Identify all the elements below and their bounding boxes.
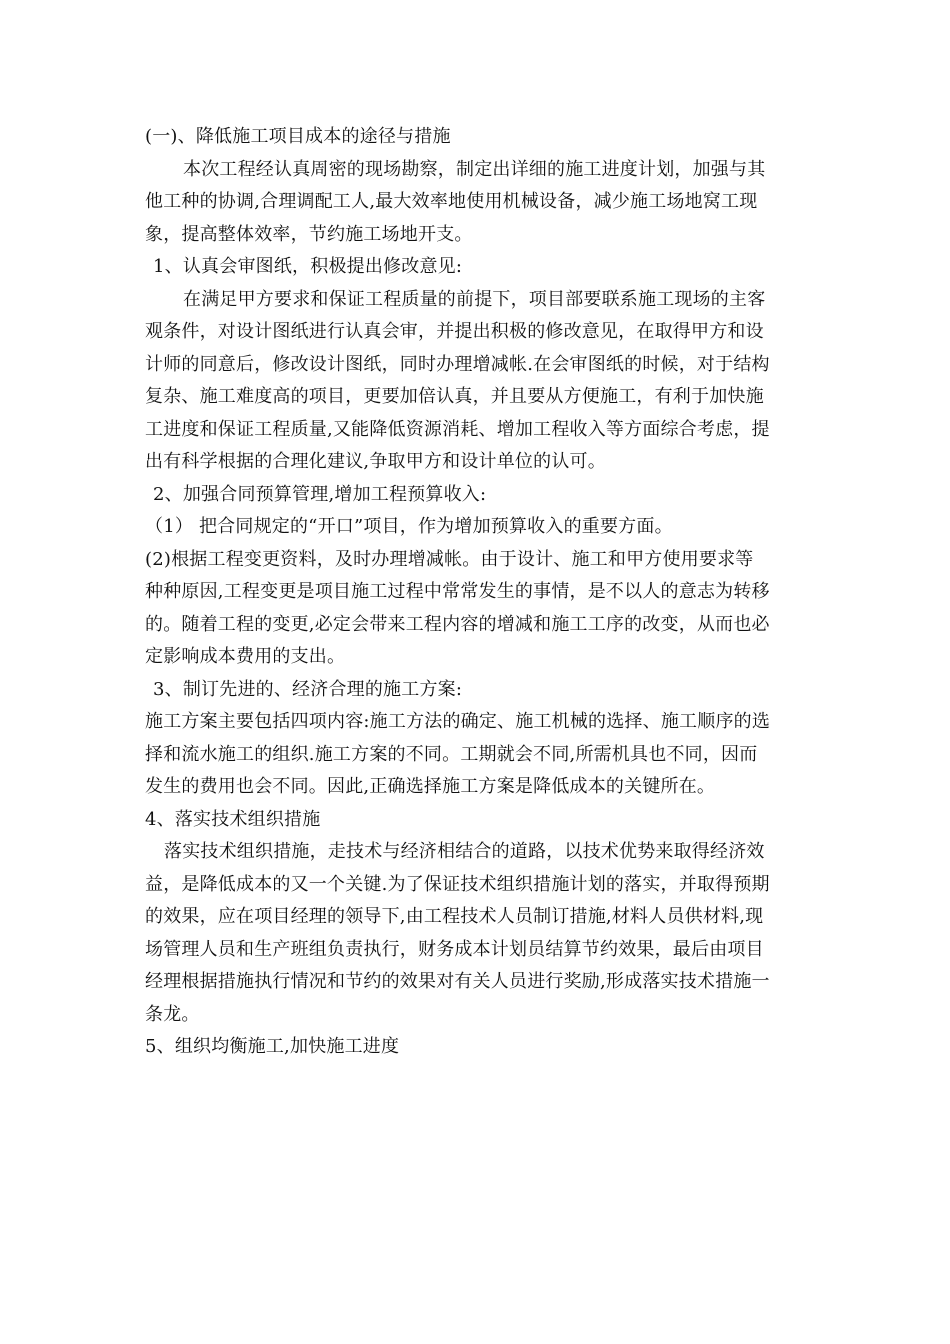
paragraph-line: 出有科学根据的合理化建议,争取甲方和设计单位的认可。: [145, 451, 606, 472]
subheading: 5、组织均衡施工,加快施工进度: [145, 1036, 400, 1057]
paragraph-line: 观条件，对设计图纸进行认真会审，并提出积极的修改意见，在取得甲方和设: [145, 321, 764, 342]
paragraph-line: 施工方案主要包括四项内容:施工方法的确定、施工机械的选择、施工顺序的选: [145, 711, 771, 732]
subheading: 2、加强合同预算管理,增加工程预算收入:: [153, 483, 487, 505]
paragraph-line: 落实技术组织措施，走技术与经济相结合的道路，以技术优势来取得经济效: [164, 841, 765, 862]
paragraph-line: （1） 把合同规定的“开口”项目，作为增加预算收入的重要方面。: [145, 516, 673, 537]
paragraph-line: 工进度和保证工程质量,又能降低资源消耗、增加工程收入等方面综合考虑，提: [145, 418, 770, 440]
paragraph-line: 的效果，应在项目经理的领导下,由工程技术人员制订措施,材料人员供材料,现: [145, 906, 764, 927]
paragraph-line: 他工种的协调,合理调配工人,最大效率地使用机械设备，减少施工场地窝工现: [145, 191, 758, 212]
paragraph-line: 定影响成本费用的支出。: [145, 646, 346, 667]
paragraph-line: 在满足甲方要求和保证工程质量的前提下，项目部要联系施工现场的主客: [183, 288, 766, 310]
subheading: 3、制订先进的、经济合理的施工方案:: [153, 678, 463, 700]
paragraph-line: 的。随着工程的变更,必定会带来工程内容的增减和施工工序的改变，从而也必: [145, 613, 770, 635]
paragraph-line: 象，提高整体效率，节约施工场地开支。: [145, 223, 473, 245]
paragraph-line: 经理根据措施执行情况和节约的效果对有关人员进行奖励,形成落实技术措施一: [145, 971, 770, 992]
document-page: [145, 121, 810, 1064]
paragraph-line: 益，是降低成本的又一个关键.为了保证技术组织措施计划的落实，并取得预期: [145, 873, 770, 895]
section-heading: (一)、降低施工项目成本的途径与措施: [145, 126, 451, 147]
paragraph-line: 种种原因,工程变更是项目施工过程中常常发生的事情，是不以人的意志为转移: [145, 581, 770, 602]
paragraph-line: 择和流水施工的组织.施工方案的不同。工期就会不同,所需机具也不同，因而: [145, 743, 758, 765]
paragraph-line: 复杂、施工难度高的项目，更要加倍认真，并且要从方便施工，有利于加快施: [145, 386, 764, 407]
paragraph-line: (2)根据工程变更资料，及时办理增减帐。由于设计、施工和甲方使用要求等: [145, 548, 754, 570]
paragraph-line: 发生的费用也会不同。因此,正确选择施工方案是降低成本的关键所在。: [145, 776, 716, 797]
subheading: 4、落实技术组织措施: [145, 808, 321, 830]
paragraph-line: 本次工程经认真周密的现场勘察，制定出详细的施工进度计划，加强与其: [183, 158, 766, 180]
subheading: 1、认真会审图纸，积极提出修改意见:: [153, 256, 463, 277]
paragraph-line: 条龙。: [145, 1003, 200, 1025]
paragraph-line: 计师的同意后，修改设计图纸，同时办理增减帐.在会审图纸的时候，对于结构: [145, 353, 770, 375]
paragraph-line: 场管理人员和生产班组负责执行，财务成本计划员结算节约效果，最后由项目: [145, 938, 764, 960]
